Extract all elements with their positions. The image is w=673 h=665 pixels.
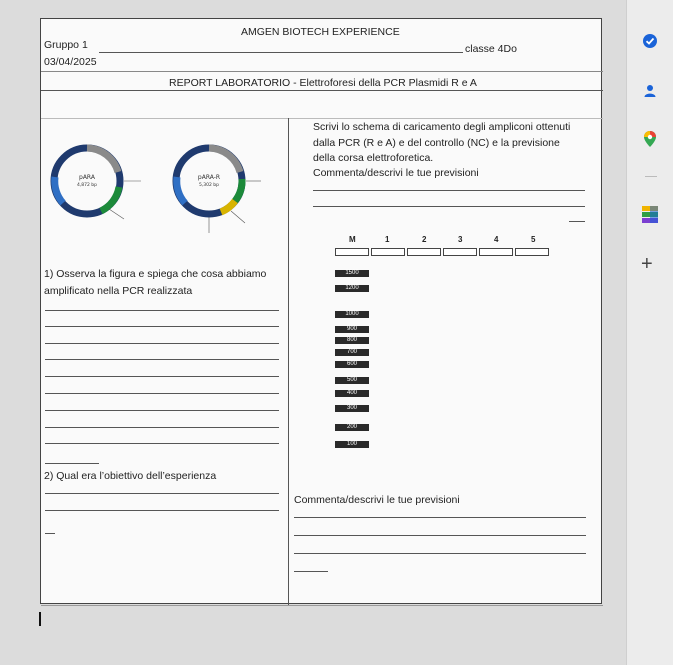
report-title: REPORT LABORATORIO - Elettroforesi della PCR Plasmidi R e A [169, 77, 477, 89]
contacts-icon[interactable] [642, 83, 658, 99]
loading-scheme-instruction-2: dalla PCR (R e A) e del controllo (NC) e la previsione [313, 137, 560, 149]
group-underline [99, 52, 463, 53]
ladder-band: 400 [335, 390, 369, 397]
question-1-continued: amplificato nella PCR realizzata [44, 285, 193, 297]
plasmid-para-r-size: 5,302 bp [198, 183, 220, 188]
prediction-prompt: Commenta/descrivi le tue previsioni [313, 167, 479, 179]
answer-line [294, 535, 586, 536]
plasmid-para-r-name: pARA-R [197, 174, 221, 181]
gel-well-1 [371, 248, 405, 256]
worksheet-page [40, 18, 602, 604]
maps-icon[interactable] [642, 130, 658, 148]
answer-line [45, 533, 55, 534]
answer-line [294, 571, 328, 572]
lane-label-3: 3 [458, 235, 463, 244]
text-cursor [39, 612, 41, 626]
gel-well-5 [515, 248, 549, 256]
answer-line [313, 206, 585, 207]
class-label: classe 4Do [465, 43, 517, 55]
ladder-band: 1200 [335, 285, 369, 292]
answer-line [45, 443, 279, 444]
side-panel [626, 0, 673, 665]
answer-line [45, 463, 99, 464]
ladder-band: 100 [335, 441, 369, 448]
add-icon[interactable]: + [641, 253, 653, 275]
answer-line [45, 393, 279, 394]
ladder-band: 300 [335, 405, 369, 412]
answer-line [313, 190, 585, 191]
answer-line [45, 310, 279, 311]
ladder-band: 500 [335, 377, 369, 384]
column-divider [288, 118, 289, 605]
answer-line [294, 553, 586, 554]
answer-line [45, 493, 279, 494]
group-label: Gruppo 1 [44, 39, 88, 51]
gel-well-m [335, 248, 369, 256]
lane-label-1: 1 [385, 235, 390, 244]
loading-scheme-instruction-3: della corsa elettroforetica. [313, 152, 434, 164]
question-1: 1) Osserva la figura e spiega che cosa abbiamo [44, 268, 267, 280]
ladder-band: 800 [335, 337, 369, 344]
section-divider [41, 118, 603, 119]
lane-label-2: 2 [422, 235, 427, 244]
gel-well-3 [443, 248, 477, 256]
lane-label-5: 5 [531, 235, 536, 244]
report-divider [41, 90, 603, 91]
comment-prompt: Commenta/descrivi le tue previsioni [294, 494, 460, 506]
plasmid-map-para [54, 148, 141, 219]
answer-line [45, 343, 279, 344]
plasmid-para-size: 4,872 bp [76, 183, 98, 188]
answer-line [294, 517, 586, 518]
answer-line [45, 359, 279, 360]
ladder-band: 600 [335, 361, 369, 368]
ladder-band: 1000 [335, 311, 369, 318]
answer-line [45, 326, 279, 327]
page-bottom-edge [41, 605, 603, 606]
answer-line [45, 510, 279, 511]
answer-line [569, 221, 585, 222]
answer-line [45, 427, 279, 428]
lane-label-4: 4 [494, 235, 499, 244]
plasmid-para-name: pARA [79, 174, 95, 181]
gel-well-2 [407, 248, 441, 256]
ladder-band: 900 [335, 326, 369, 333]
gel-well-4 [479, 248, 513, 256]
ladder-band: 700 [335, 349, 369, 356]
page-title: AMGEN BIOTECH EXPERIENCE [241, 26, 400, 38]
answer-line [45, 410, 279, 411]
loading-scheme-instruction: Scrivi lo schema di caricamento degli ampliconi ottenuti [313, 121, 571, 133]
question-2: 2) Qual era l’obiettivo dell’esperienza [44, 470, 217, 482]
plasmid-maps [49, 137, 279, 242]
ladder-band: 200 [335, 424, 369, 431]
apps-grid-icon[interactable] [641, 205, 659, 225]
date-label: 03/04/2025 [44, 56, 97, 68]
toolbar-divider [645, 176, 657, 177]
plasmid-map-para-r [176, 148, 261, 233]
tasks-icon[interactable] [642, 33, 658, 49]
answer-line [45, 376, 279, 377]
lane-label-m: M [349, 235, 356, 244]
ladder-band: 1500 [335, 270, 369, 277]
header-divider [41, 71, 603, 72]
